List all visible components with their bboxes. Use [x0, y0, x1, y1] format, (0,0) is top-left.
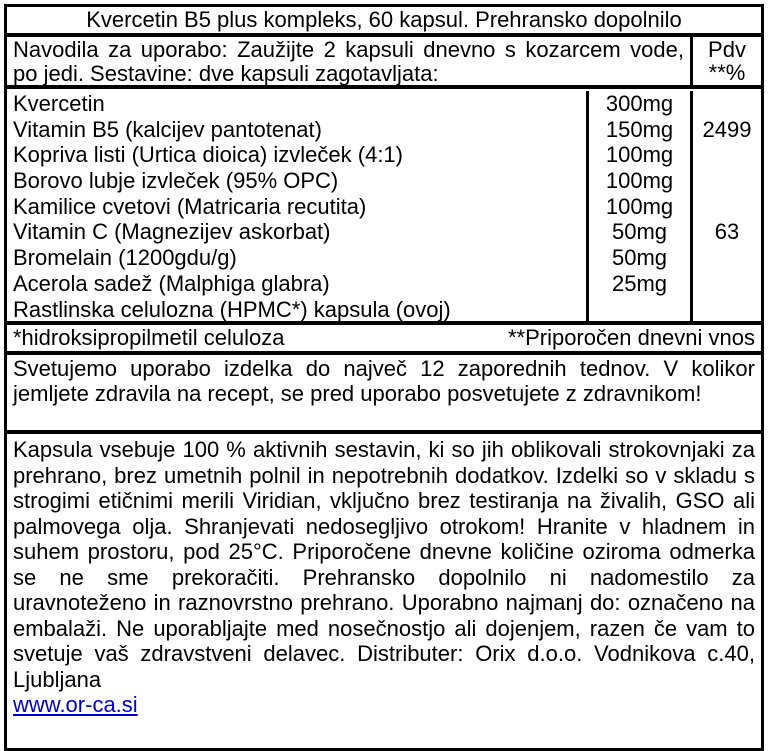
advisory-text: Svetujemo uporabo izdelka do največ 12 zaporednih tednov. V kolikor jemljete zdravila na recept, se pred uporabo posvetujete z zdravnikom!: [4, 352, 764, 433]
ingredient-pdv: [690, 168, 761, 194]
supplement-label: [4, 4, 764, 751]
ingredient-name: Kopriva listi (Urtica dioica) izvleček (4:1): [13, 142, 403, 168]
table-row: [7, 245, 761, 271]
table-row: [7, 117, 761, 143]
ingredient-name: Kvercetin: [13, 91, 105, 116]
ingredient-pdv: 63: [690, 219, 761, 245]
ingredient-amount: [586, 297, 690, 323]
ingredient-amount: 100mg: [586, 168, 690, 194]
description-block: [4, 431, 764, 751]
ingredient-amount: 25mg: [586, 271, 690, 297]
ingredient-pdv: [690, 91, 761, 117]
ingredient-amount: 150mg: [586, 117, 690, 143]
ingredient-amount: 100mg: [586, 194, 690, 220]
ingredient-amount: 50mg: [586, 245, 690, 271]
ingredient-pdv: [690, 271, 761, 297]
table-row: [7, 297, 761, 323]
ingredient-pdv: [690, 245, 761, 271]
ingredient-amount: 300mg: [586, 91, 690, 117]
pdv-header-line1: Pdv: [708, 37, 746, 62]
ingredient-name: Rastlinska celulozna (HPMC*) kapsula (ovoj): [13, 296, 451, 322]
description-text: Kapsula vsebuje 100 % aktivnih sestavin, ki so jih oblikovali strokovnjaki za prehrano, brez umetnih polnil in nepotrebnih dodatkov. Izdelki so v skladu s strogimi etičnimi merili Viridian, vključno brez testiranja na živalih, GSO ali palmovega olja. Shranjevati nedosegljivo otrokom! Hranite v hladnem in suhem prostoru, pod 25°C. Priporočene dnevne količine oziroma odmerka se ne sme prekoračiti. Prehransko dopolnilo ni nadomestilo za uravnoteženo in raznovrstno prehrano. Uporabno najmanj do: označeno na embalaži. Ne uporabljajte med nosečnostjo ali dojenjem, razen če vam to svetuje vaš zdravstveni delavec. Distributer: Orix d.o.o. Vodnikova c.40, Ljubljana: [13, 437, 755, 692]
ingredient-pdv: [690, 142, 761, 168]
footnotes-row: [4, 322, 764, 354]
ingredient-pdv: [690, 297, 761, 323]
ingredient-amount: 50mg: [586, 219, 690, 245]
product-title: Kvercetin B5 plus kompleks, 60 kapsul. Prehransko dopolnilo: [4, 4, 764, 36]
table-row: [7, 219, 761, 245]
table-row: [7, 194, 761, 220]
table-row: [7, 142, 761, 168]
table-row: [7, 91, 761, 117]
ingredient-pdv: 2499: [690, 117, 761, 143]
ingredient-name: Borovo lubje izvleček (95% OPC): [13, 168, 339, 194]
footnote-capsule: *hidroksipropilmetil celuloza: [13, 325, 285, 350]
table-row: [7, 271, 761, 297]
table-row: [7, 168, 761, 194]
ingredient-name: Kamilice cvetovi (Matricaria recutita): [13, 193, 367, 219]
ingredient-amount: 100mg: [586, 142, 690, 168]
footnote-daily-intake: **Priporočen dnevni vnos: [507, 325, 755, 350]
pdv-column-header: [690, 37, 761, 85]
website-line: [13, 692, 755, 718]
ingredient-name: Vitamin B5 (kalcijev pantotenat): [13, 116, 322, 142]
website-link[interactable]: www.or-ca.si: [13, 692, 138, 717]
ingredient-name: Acerola sadež (Malphiga glabra): [13, 270, 330, 296]
pdv-header-line2: **%: [708, 60, 746, 85]
ingredient-name: Vitamin C (Magnezijev askorbat): [13, 219, 331, 245]
ingredients-table: [4, 86, 764, 324]
ingredient-pdv: [690, 194, 761, 220]
directions-row: [4, 34, 764, 88]
directions-text: Navodila za uporabo: Zaužijte 2 kapsuli dnevno s kozarcem vode, po jedi. Sestavine: dve kapsuli zagotavljata:: [13, 37, 684, 85]
ingredient-name: Bromelain (1200gdu/g): [13, 245, 237, 271]
